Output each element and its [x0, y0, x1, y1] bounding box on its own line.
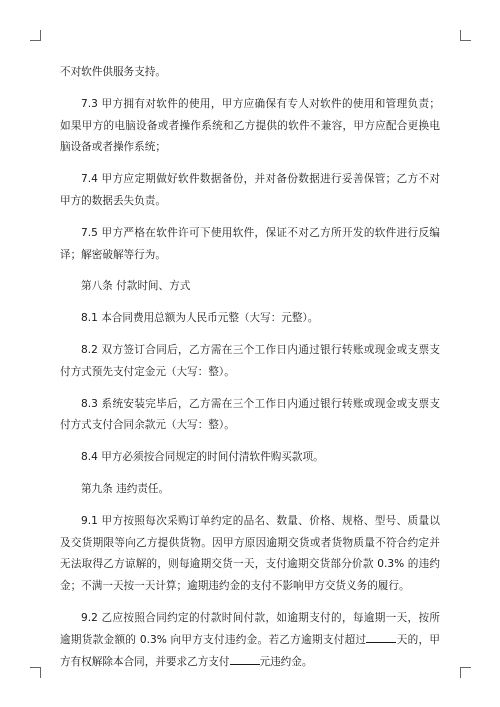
clause-8-2: 8.2 双方签订合同后，乙方需在三个工作日内通过银行转账或现金或支票支付方式预先支付定金元（大写：整）。: [60, 343, 440, 378]
crop-mark-bottom-left: [30, 667, 41, 678]
clause-7-3: 7.3 甲方拥有对软件的使用，甲方应确保有专人对软件的使用和管理负责；如果甲方的电脑设备或者操作系统和乙方提供的软件不兼容，甲方应配合更换电脑设备或者操作系统；: [60, 97, 440, 154]
article-8-heading: 第八条 付款时间、方式: [81, 280, 191, 293]
clause-7-4: 7.4 甲方应定期做好软件数据备份，并对备份数据进行妥善保管；乙方不对甲方的数据丢失负责。: [60, 173, 440, 207]
clause-7-5: 7.5 甲方严格在软件许可下使用软件，保证不对乙方所开发的软件进行反编译；解密破解等行为。: [60, 226, 440, 261]
crop-mark-top-right: [460, 30, 471, 41]
document-body: [60, 62, 440, 683]
clause-9-2: [60, 608, 440, 673]
blank-days: [366, 630, 396, 643]
clause-9-2-part1: 9.2 乙应按照合同约定的付款时间付款，如逾期支付的，每逾期一天，按所逾期货款金额的 0.3% 向甲方支付违约金。若乙方逾期支付超过: [60, 611, 440, 646]
clause-8-4: 8.4 甲方必须按合同规定的时间付清软件购买款项。: [81, 451, 324, 464]
blank-penalty-amount: [230, 652, 260, 665]
clause-8-1: 8.1 本合同费用总额为人民币元整（大写：元整）。: [81, 312, 319, 325]
paragraph-continuation: 不对软件供服务支持。: [60, 66, 166, 78]
clause-9-2-part3: 元违约金。: [259, 655, 313, 668]
crop-mark-top-left: [30, 30, 41, 41]
article-9-heading: 第九条 违约责任。: [81, 482, 170, 495]
clause-9-2-part2: 天的，甲方有权解除本合同，并要求乙方支付: [60, 633, 440, 668]
clause-8-3: 8.3 系统安装完毕后，乙方需在三个工作日内通过银行转账或现金或支票支付方式支付合同余款元（大写：整）。: [60, 397, 440, 432]
crop-mark-bottom-right: [460, 667, 471, 678]
clause-9-1: 9.1 甲方按照每次采购订单约定的品名、数量、价格、规格、型号、质量以及交货期限等向乙方提供货物。因甲方原因逾期交货或者货物质量不符合约定并无法取得乙方谅解的，则每逾期交货一天，支付逾期交货部分价款 0.3% 的违约金；不满一天按一天计算；逾期违约金的支付不影响甲方交货义务的履行。: [60, 514, 440, 593]
